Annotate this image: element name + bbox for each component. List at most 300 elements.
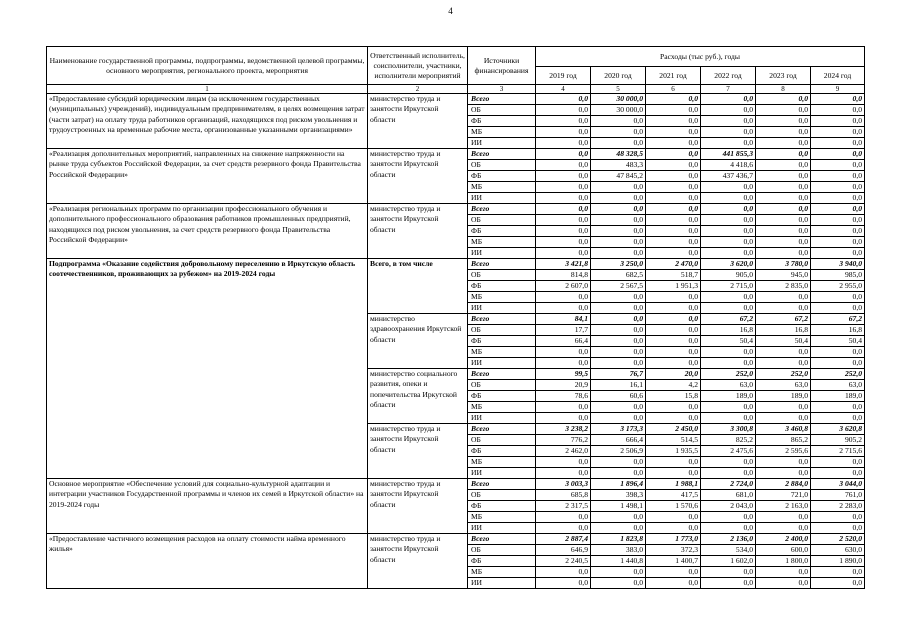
amount-cell: 0,0 <box>811 193 865 204</box>
amount-cell: 0,0 <box>591 292 646 303</box>
column-number: 8 <box>756 85 811 94</box>
amount-cell: 1 800,0 <box>756 556 811 567</box>
amount-cell: 3 620,8 <box>811 424 865 435</box>
amount-cell: 4 418,6 <box>701 160 756 171</box>
amount-cell: 0,0 <box>646 237 701 248</box>
amount-cell: 398,3 <box>591 490 646 501</box>
amount-cell: 2 470,0 <box>646 259 701 270</box>
amount-cell: 189,0 <box>756 391 811 402</box>
amount-cell: 0,0 <box>756 226 811 237</box>
amount-cell: 814,8 <box>536 270 591 281</box>
amount-cell: 3 300,8 <box>701 424 756 435</box>
amount-cell: 0,0 <box>701 248 756 259</box>
amount-cell: 0,0 <box>701 127 756 138</box>
amount-cell: 761,0 <box>811 490 865 501</box>
amount-cell: 0,0 <box>756 567 811 578</box>
amount-cell: 2 595,6 <box>756 446 811 457</box>
funding-source-cell: ИИ <box>468 523 536 534</box>
amount-cell: 0,0 <box>701 347 756 358</box>
activity-name: «Реализация региональных программ по организации профессионального обучения и дополнительного профессионального образования работников промышленных предприятий, находящихся под риском увольнения, за счет средств резервного фонда Правительства Российской Федерации» <box>47 204 368 259</box>
amount-cell: 16,8 <box>701 325 756 336</box>
funding-source-cell: МБ <box>468 292 536 303</box>
amount-cell: 0,0 <box>756 204 811 215</box>
amount-cell: 48 328,5 <box>591 149 646 160</box>
amount-cell: 1 823,8 <box>591 534 646 545</box>
header-expenses: Расходы (тыс руб.), годы <box>536 47 865 67</box>
amount-cell: 0,0 <box>701 215 756 226</box>
amount-cell: 0,0 <box>756 182 811 193</box>
column-number: 9 <box>811 85 865 94</box>
amount-cell: 0,0 <box>646 336 701 347</box>
funding-source-cell: ИИ <box>468 578 536 589</box>
amount-cell: 0,0 <box>811 138 865 149</box>
funding-source-cell: ОБ <box>468 215 536 226</box>
amount-cell: 0,0 <box>811 116 865 127</box>
amount-cell: 0,0 <box>536 347 591 358</box>
amount-cell: 2 317,5 <box>536 501 591 512</box>
amount-cell: 0,0 <box>756 116 811 127</box>
amount-cell: 0,0 <box>701 182 756 193</box>
amount-cell: 2 887,4 <box>536 534 591 545</box>
amount-cell: 0,0 <box>536 127 591 138</box>
amount-cell: 0,0 <box>591 512 646 523</box>
amount-cell: 17,7 <box>536 325 591 336</box>
amount-cell: 0,0 <box>701 578 756 589</box>
funding-source-cell: МБ <box>468 512 536 523</box>
amount-cell: 0,0 <box>811 567 865 578</box>
amount-cell: 0,0 <box>701 457 756 468</box>
amount-cell: 646,9 <box>536 545 591 556</box>
amount-cell: 0,0 <box>536 116 591 127</box>
amount-cell: 0,0 <box>646 314 701 325</box>
amount-cell: 3 421,8 <box>536 259 591 270</box>
table-row <box>47 149 865 160</box>
funding-source-cell: ИИ <box>468 358 536 369</box>
executor-cell: министерство труда и занятости Иркутской области <box>368 204 468 259</box>
funding-source-cell: Всего <box>468 369 536 380</box>
activity-name: Основное мероприятие «Обеспечение условий для социально-культурной адаптации и интеграции участников Государственной программы и членов их семей в Иркутской области» на 2019-2024 годы <box>47 479 368 534</box>
amount-cell: 0,0 <box>701 204 756 215</box>
amount-cell: 67,2 <box>811 314 865 325</box>
amount-cell: 2 567,5 <box>591 281 646 292</box>
amount-cell: 0,0 <box>591 336 646 347</box>
amount-cell: 0,0 <box>811 512 865 523</box>
amount-cell: 50,4 <box>811 336 865 347</box>
funding-source-cell: ОБ <box>468 380 536 391</box>
amount-cell: 1 988,1 <box>646 479 701 490</box>
table-body <box>47 94 865 589</box>
page-number: 4 <box>448 6 453 16</box>
header-name-column: Наименование государственной программы, подпрограммы, ведомственной целевой программы, основного мероприятия, регионального проекта, мероприятия <box>47 47 368 85</box>
amount-cell: 0,0 <box>756 347 811 358</box>
funding-source-cell: ОБ <box>468 490 536 501</box>
amount-cell: 2 240,5 <box>536 556 591 567</box>
header-year: 2024 год <box>811 67 865 85</box>
amount-cell: 4,2 <box>646 380 701 391</box>
amount-cell: 0,0 <box>756 248 811 259</box>
amount-cell: 666,4 <box>591 435 646 446</box>
amount-cell: 0,0 <box>811 204 865 215</box>
funding-source-cell: Всего <box>468 94 536 105</box>
amount-cell: 66,4 <box>536 336 591 347</box>
funding-source-cell: ФБ <box>468 501 536 512</box>
amount-cell: 0,0 <box>701 567 756 578</box>
amount-cell: 0,0 <box>646 347 701 358</box>
column-number: 3 <box>468 85 536 94</box>
amount-cell: 417,5 <box>646 490 701 501</box>
executor-cell: министерство труда и занятости Иркутской области <box>368 149 468 204</box>
amount-cell: 0,0 <box>536 468 591 479</box>
amount-cell: 2 884,0 <box>756 479 811 490</box>
amount-cell: 3 044,0 <box>811 479 865 490</box>
amount-cell: 3 173,3 <box>591 424 646 435</box>
amount-cell: 0,0 <box>536 138 591 149</box>
amount-cell: 2 400,0 <box>756 534 811 545</box>
amount-cell: 0,0 <box>756 358 811 369</box>
amount-cell: 0,0 <box>756 402 811 413</box>
executor-cell: Всего, в том числе <box>368 259 468 314</box>
header-year: 2021 год <box>646 67 701 85</box>
amount-cell: 30 000,0 <box>591 94 646 105</box>
amount-cell: 0,0 <box>536 303 591 314</box>
amount-cell: 0,0 <box>811 171 865 182</box>
activity-name: «Предоставление частичного возмещения расходов на оплату стоимости найма временного жилья» <box>47 534 368 589</box>
amount-cell: 0,0 <box>811 182 865 193</box>
amount-cell: 0,0 <box>756 468 811 479</box>
amount-cell: 0,0 <box>701 226 756 237</box>
table-row <box>47 534 865 545</box>
funding-source-cell: ИИ <box>468 193 536 204</box>
amount-cell: 252,0 <box>701 369 756 380</box>
amount-cell: 60,6 <box>591 391 646 402</box>
amount-cell: 0,0 <box>756 578 811 589</box>
table-row <box>47 259 865 270</box>
amount-cell: 0,0 <box>536 204 591 215</box>
column-number: 1 <box>47 85 368 94</box>
executor-cell: министерство здравоохранения Иркутской области <box>368 314 468 369</box>
amount-cell: 0,0 <box>756 193 811 204</box>
amount-cell: 0,0 <box>646 413 701 424</box>
activity-name: Подпрограмма «Оказание содействия добровольному переселению в Иркутскую область соотечественников, проживающих за рубежом» на 2019-2024 годы <box>47 259 368 479</box>
amount-cell: 600,0 <box>756 545 811 556</box>
amount-cell: 20,0 <box>646 369 701 380</box>
amount-cell: 0,0 <box>591 182 646 193</box>
funding-source-cell: ФБ <box>468 446 536 457</box>
amount-cell: 0,0 <box>811 413 865 424</box>
funding-source-cell: ФБ <box>468 226 536 237</box>
funding-source-cell: МБ <box>468 347 536 358</box>
amount-cell: 63,0 <box>756 380 811 391</box>
amount-cell: 0,0 <box>591 578 646 589</box>
amount-cell: 0,0 <box>646 171 701 182</box>
funding-source-cell: Всего <box>468 479 536 490</box>
funding-source-cell: ИИ <box>468 248 536 259</box>
amount-cell: 0,0 <box>701 237 756 248</box>
funding-source-cell: ИИ <box>468 468 536 479</box>
funding-source-cell: ФБ <box>468 391 536 402</box>
amount-cell: 0,0 <box>811 94 865 105</box>
amount-cell: 67,2 <box>756 314 811 325</box>
activity-name: «Реализация дополнительных мероприятий, направленных на снижение напряженности на рынке труда субъектов Российской Федерации, за счет средств резервного фонда Правительства Российской Федерации» <box>47 149 368 204</box>
amount-cell: 518,7 <box>646 270 701 281</box>
amount-cell: 865,2 <box>756 435 811 446</box>
funding-source-cell: ФБ <box>468 556 536 567</box>
amount-cell: 0,0 <box>536 226 591 237</box>
amount-cell: 383,0 <box>591 545 646 556</box>
amount-cell: 0,0 <box>646 160 701 171</box>
amount-cell: 2 955,0 <box>811 281 865 292</box>
column-number: 6 <box>646 85 701 94</box>
amount-cell: 0,0 <box>536 237 591 248</box>
amount-cell: 0,0 <box>536 567 591 578</box>
amount-cell: 2 136,0 <box>701 534 756 545</box>
amount-cell: 0,0 <box>536 413 591 424</box>
funding-source-cell: ОБ <box>468 545 536 556</box>
executor-cell: министерство труда и занятости Иркутской области <box>368 534 468 589</box>
amount-cell: 0,0 <box>701 116 756 127</box>
amount-cell: 0,0 <box>756 292 811 303</box>
amount-cell: 2 475,6 <box>701 446 756 457</box>
header-year: 2023 год <box>756 67 811 85</box>
table-row <box>47 479 865 490</box>
amount-cell: 0,0 <box>646 457 701 468</box>
amount-cell: 0,0 <box>701 402 756 413</box>
amount-cell: 0,0 <box>536 94 591 105</box>
amount-cell: 16,8 <box>756 325 811 336</box>
amount-cell: 0,0 <box>646 325 701 336</box>
amount-cell: 985,0 <box>811 270 865 281</box>
amount-cell: 3 460,8 <box>756 424 811 435</box>
amount-cell: 630,0 <box>811 545 865 556</box>
amount-cell: 483,3 <box>591 160 646 171</box>
amount-cell: 0,0 <box>756 457 811 468</box>
executor-cell: министерство труда и занятости Иркутской области <box>368 94 468 149</box>
funding-source-cell: МБ <box>468 567 536 578</box>
amount-cell: 905,0 <box>701 270 756 281</box>
amount-cell: 0,0 <box>646 182 701 193</box>
amount-cell: 0,0 <box>811 292 865 303</box>
amount-cell: 0,0 <box>811 149 865 160</box>
amount-cell: 0,0 <box>591 204 646 215</box>
amount-cell: 0,0 <box>591 138 646 149</box>
amount-cell: 0,0 <box>646 127 701 138</box>
funding-source-cell: Всего <box>468 314 536 325</box>
funding-source-cell: ФБ <box>468 336 536 347</box>
amount-cell: 0,0 <box>756 303 811 314</box>
amount-cell: 0,0 <box>811 358 865 369</box>
header-year: 2019 год <box>536 67 591 85</box>
column-number: 7 <box>701 85 756 94</box>
amount-cell: 0,0 <box>811 347 865 358</box>
amount-cell: 437 436,7 <box>701 171 756 182</box>
amount-cell: 0,0 <box>591 127 646 138</box>
amount-cell: 0,0 <box>646 138 701 149</box>
amount-cell: 0,0 <box>811 105 865 116</box>
amount-cell: 0,0 <box>591 567 646 578</box>
amount-cell: 0,0 <box>756 127 811 138</box>
amount-cell: 0,0 <box>591 116 646 127</box>
header-year: 2022 год <box>701 67 756 85</box>
amount-cell: 0,0 <box>756 171 811 182</box>
amount-cell: 0,0 <box>591 248 646 259</box>
amount-cell: 16,8 <box>811 325 865 336</box>
header-year: 2020 год <box>591 67 646 85</box>
amount-cell: 1 773,0 <box>646 534 701 545</box>
amount-cell: 0,0 <box>701 523 756 534</box>
amount-cell: 2 607,0 <box>536 281 591 292</box>
amount-cell: 0,0 <box>591 358 646 369</box>
amount-cell: 0,0 <box>646 248 701 259</box>
amount-cell: 67,2 <box>701 314 756 325</box>
amount-cell: 0,0 <box>646 578 701 589</box>
funding-source-cell: МБ <box>468 402 536 413</box>
funding-source-cell: ОБ <box>468 270 536 281</box>
amount-cell: 63,0 <box>811 380 865 391</box>
funding-source-cell: Всего <box>468 259 536 270</box>
amount-cell: 0,0 <box>701 358 756 369</box>
amount-cell: 0,0 <box>756 105 811 116</box>
funding-source-cell: ИИ <box>468 138 536 149</box>
amount-cell: 3 238,2 <box>536 424 591 435</box>
amount-cell: 0,0 <box>536 171 591 182</box>
activity-name: «Предоставление субсидий юридическим лицам (за исключением государственных (муниципальных) учреждений), индивидуальным предпринимателям, в целях возмещения затрат (части затрат) на оплату труда работников организаций, находящихся под риском увольнения и трудоустроенных на временные рабочие места, организованные указанными организациями» <box>47 94 368 149</box>
amount-cell: 0,0 <box>646 358 701 369</box>
funding-source-cell: МБ <box>468 457 536 468</box>
amount-cell: 0,0 <box>536 215 591 226</box>
amount-cell: 945,0 <box>756 270 811 281</box>
amount-cell: 1 602,0 <box>701 556 756 567</box>
executor-cell: министерство труда и занятости Иркутской области <box>368 424 468 479</box>
amount-cell: 0,0 <box>646 567 701 578</box>
amount-cell: 1 570,6 <box>646 501 701 512</box>
amount-cell: 0,0 <box>811 226 865 237</box>
amount-cell: 0,0 <box>646 292 701 303</box>
amount-cell: 0,0 <box>591 325 646 336</box>
amount-cell: 78,6 <box>536 391 591 402</box>
amount-cell: 0,0 <box>536 402 591 413</box>
amount-cell: 99,5 <box>536 369 591 380</box>
amount-cell: 0,0 <box>536 457 591 468</box>
amount-cell: 0,0 <box>756 149 811 160</box>
column-number: 5 <box>591 85 646 94</box>
amount-cell: 2 835,0 <box>756 281 811 292</box>
amount-cell: 2 462,0 <box>536 446 591 457</box>
amount-cell: 15,8 <box>646 391 701 402</box>
funding-source-cell: ФБ <box>468 171 536 182</box>
amount-cell: 0,0 <box>591 215 646 226</box>
amount-cell: 2 715,6 <box>811 446 865 457</box>
amount-cell: 3 940,0 <box>811 259 865 270</box>
amount-cell: 2 715,0 <box>701 281 756 292</box>
amount-cell: 1 440,8 <box>591 556 646 567</box>
amount-cell: 0,0 <box>811 215 865 226</box>
amount-cell: 252,0 <box>811 369 865 380</box>
amount-cell: 0,0 <box>646 94 701 105</box>
amount-cell: 0,0 <box>536 358 591 369</box>
amount-cell: 0,0 <box>646 204 701 215</box>
amount-cell: 0,0 <box>536 523 591 534</box>
amount-cell: 47 845,2 <box>591 171 646 182</box>
amount-cell: 0,0 <box>811 523 865 534</box>
amount-cell: 0,0 <box>536 105 591 116</box>
amount-cell: 0,0 <box>536 512 591 523</box>
column-number: 4 <box>536 85 591 94</box>
amount-cell: 50,4 <box>701 336 756 347</box>
funding-source-cell: МБ <box>468 182 536 193</box>
amount-cell: 905,2 <box>811 435 865 446</box>
amount-cell: 0,0 <box>591 226 646 237</box>
funding-source-cell: ОБ <box>468 105 536 116</box>
amount-cell: 84,1 <box>536 314 591 325</box>
amount-cell: 685,8 <box>536 490 591 501</box>
amount-cell: 2 043,0 <box>701 501 756 512</box>
amount-cell: 0,0 <box>536 248 591 259</box>
table-row <box>47 94 865 105</box>
amount-cell: 1 498,1 <box>591 501 646 512</box>
budget-table <box>46 46 865 589</box>
amount-cell: 0,0 <box>756 523 811 534</box>
amount-cell: 1 896,4 <box>591 479 646 490</box>
amount-cell: 0,0 <box>701 512 756 523</box>
amount-cell: 0,0 <box>701 292 756 303</box>
amount-cell: 0,0 <box>811 127 865 138</box>
amount-cell: 76,7 <box>591 369 646 380</box>
amount-cell: 0,0 <box>646 226 701 237</box>
amount-cell: 0,0 <box>756 237 811 248</box>
amount-cell: 0,0 <box>811 468 865 479</box>
funding-source-cell: ФБ <box>468 116 536 127</box>
amount-cell: 0,0 <box>536 193 591 204</box>
amount-cell: 0,0 <box>756 512 811 523</box>
funding-source-cell: ИИ <box>468 413 536 424</box>
amount-cell: 825,2 <box>701 435 756 446</box>
amount-cell: 252,0 <box>756 369 811 380</box>
amount-cell: 3 250,0 <box>591 259 646 270</box>
amount-cell: 0,0 <box>811 578 865 589</box>
amount-cell: 682,5 <box>591 270 646 281</box>
amount-cell: 0,0 <box>591 457 646 468</box>
amount-cell: 2 450,0 <box>646 424 701 435</box>
amount-cell: 0,0 <box>536 292 591 303</box>
amount-cell: 0,0 <box>701 413 756 424</box>
funding-source-cell: Всего <box>468 204 536 215</box>
funding-source-cell: Всего <box>468 534 536 545</box>
amount-cell: 0,0 <box>591 413 646 424</box>
amount-cell: 681,0 <box>701 490 756 501</box>
amount-cell: 0,0 <box>811 402 865 413</box>
amount-cell: 0,0 <box>701 138 756 149</box>
amount-cell: 0,0 <box>646 149 701 160</box>
amount-cell: 189,0 <box>811 391 865 402</box>
amount-cell: 2 163,0 <box>756 501 811 512</box>
amount-cell: 441 855,3 <box>701 149 756 160</box>
amount-cell: 16,1 <box>591 380 646 391</box>
header-source-column: Источники финансирования <box>468 47 536 85</box>
amount-cell: 3 780,0 <box>756 259 811 270</box>
amount-cell: 0,0 <box>646 303 701 314</box>
amount-cell: 776,2 <box>536 435 591 446</box>
amount-cell: 20,9 <box>536 380 591 391</box>
amount-cell: 0,0 <box>756 94 811 105</box>
amount-cell: 2 506,9 <box>591 446 646 457</box>
amount-cell: 0,0 <box>591 523 646 534</box>
amount-cell: 0,0 <box>811 248 865 259</box>
amount-cell: 3 620,0 <box>701 259 756 270</box>
amount-cell: 30 000,0 <box>591 105 646 116</box>
amount-cell: 0,0 <box>536 578 591 589</box>
amount-cell: 0,0 <box>701 105 756 116</box>
funding-source-cell: Всего <box>468 149 536 160</box>
